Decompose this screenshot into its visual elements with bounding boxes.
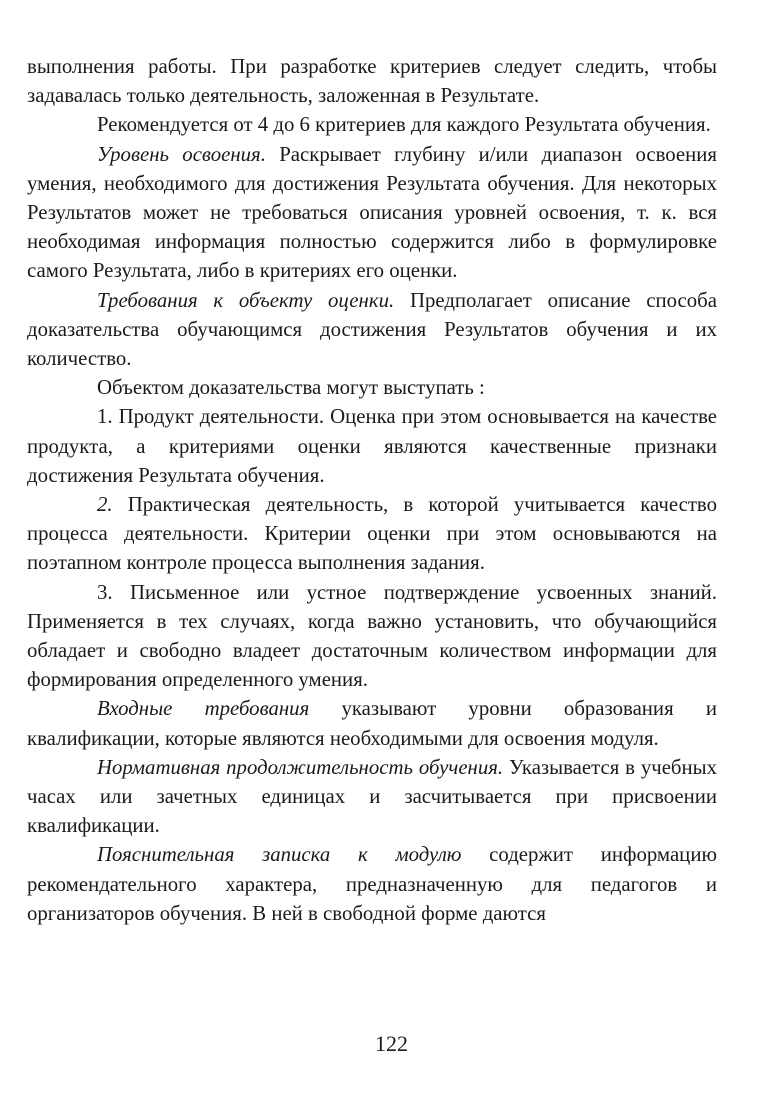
paragraph-entry-requirements [27, 694, 717, 752]
paragraph-mastery-level [27, 140, 717, 286]
paragraph-lead-term: Пояснительная записка к модулю [97, 843, 462, 867]
paragraph-text: Объектом доказательства могут выступать : [97, 376, 485, 400]
paragraph-item-practice [27, 490, 717, 578]
paragraph-text: 1. Продукт деятельности. Оценка при этом основывается на качестве продукта, а критериями оценки являются качественные признаки достижения Результата обучения. [27, 405, 717, 487]
page-number: 122 [375, 1031, 408, 1056]
paragraph-assessment-object [27, 286, 717, 374]
paragraph-criteria-count [27, 110, 717, 139]
paragraph-text: Предполагает описание способа доказательства обучающимся достижения Результатов обучения и их количество. [27, 288, 717, 371]
paragraph-study-duration [27, 753, 717, 841]
paragraph-lead-term: Нормативная продолжительность обучения. [97, 755, 504, 779]
paragraph-item-product [27, 402, 717, 490]
paragraph-lead-term: Требования к объекту оценки. [97, 288, 395, 312]
paragraph-text: Рекомендуется от 4 до 6 критериев для каждого Результата обучения. [97, 113, 711, 137]
paragraph-lead-term: Входные требования [97, 697, 310, 721]
paragraph-text: выполнения работы. При разработке критериев следует следить, чтобы задавалась только деятельность, заложенная в Результате. [27, 55, 717, 108]
paragraph-lead-number: 2. [97, 493, 113, 517]
document-page [27, 52, 717, 928]
paragraph-item-knowledge [27, 578, 717, 695]
paragraph-text: указывают уровни образования и квалификации, которые являются необходимыми для освоения модуля. [27, 697, 717, 750]
paragraph-text: 3. Письменное или устное подтверждение усвоенных знаний. Применяется в тех случаях, когда важно установить, что обучающийся обладает и свободно владеет достаточным количеством информации для формирования определенного умения. [27, 580, 717, 692]
paragraph-text: Указывается в учебных часах или зачетных единицах и засчитывается при присвоении квалификации. [27, 755, 718, 838]
paragraph-text: Раскрывает глубину и/или диапазон освоения умения, необходимого для достижения Результата обучения. Для некоторых Результатов может не требоваться описания уровней освоения, т. к. вся необходимая информация полностью содержится либо в формулировке самого Результата, либо в критериях его оценки. [27, 142, 717, 283]
paragraph-text: содержит информацию рекомендательного характера, предназначенную для педагогов и организаторов обучения. В ней в свободной форме даются [27, 843, 717, 925]
paragraph-lead-term: Уровень освоения. [97, 142, 266, 166]
paragraph-explanatory-note [27, 840, 717, 928]
paragraph-evidence-objects [27, 373, 717, 402]
paragraph-criteria-activity [27, 52, 717, 110]
paragraph-text: Практическая деятельность, в которой учитывается качество процесса деятельности. Критерии оценки при этом основываются на поэтапном контроле процесса выполнения задания. [27, 493, 717, 575]
